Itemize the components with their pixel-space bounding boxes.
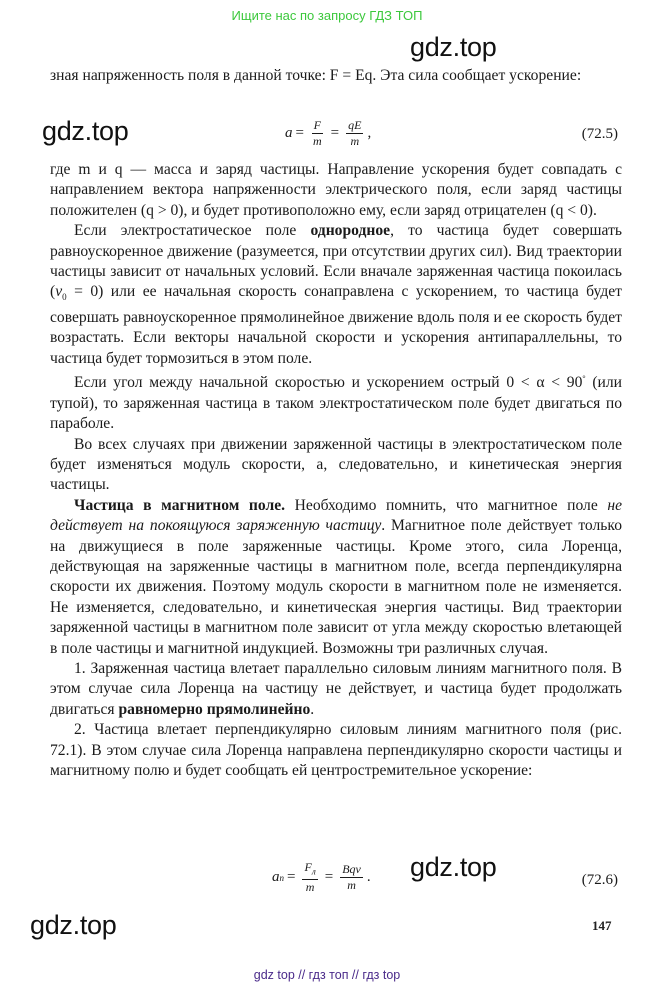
formula-punctuation: , — [367, 125, 372, 141]
numerator: qE — [348, 118, 362, 132]
denominator: m — [347, 878, 356, 893]
numerator: Bqv — [342, 862, 361, 877]
text-run: (или тупой), то заряженная частица в таком электростатическом поле будет двигаться по параболе. — [50, 374, 622, 433]
denominator: m — [350, 134, 360, 148]
formula-72-6 — [50, 858, 622, 898]
text-run: . — [310, 700, 315, 718]
paragraph-2: где m и q — масса и заряд частицы. Направление ускорения будет совпадать с направлением вектора напряженности электрического поля, если заряд частицы положителен (q > 0), и будет противоположно ему, если заряд отрицателен (q < 0). — [50, 161, 622, 219]
numerator — [302, 860, 317, 880]
math-var: v — [55, 283, 63, 301]
fraction — [340, 862, 363, 893]
formula-punctuation: . — [366, 869, 371, 886]
equals-sign: = — [324, 869, 334, 886]
formula-lhs: a — [272, 869, 280, 886]
section-heading: Частица в магнитном поле. — [74, 496, 286, 514]
bold-term: однородное — [310, 222, 391, 240]
text-run: F — [304, 860, 312, 874]
page-number: 147 — [592, 918, 612, 933]
subscript: n — [279, 872, 284, 883]
watermark: gdz.top — [410, 32, 497, 62]
bold-term: равномерно прямолинейно — [118, 700, 311, 718]
equals-sign: = — [295, 125, 304, 141]
paragraph-1: зная напряженность поля в данной точке: F = Eq. Эта сила сообщает ускорение: — [50, 67, 582, 84]
subscript: л — [311, 866, 316, 877]
equation-number: (72.6) — [581, 872, 618, 888]
watermark: gdz.top — [410, 852, 497, 882]
equation-number: (72.5) — [581, 126, 618, 142]
text-run: = 0) или ее начальная скорость сонаправлена с ускорением, то частица будет совершать равноускоренное прямолинейное движение вдоль поля и ее скорость будет возрастать. Если векторы начальной скорости и ускорения антипараллельны, то частица будет тормозиться в этом поле. — [50, 283, 622, 367]
paragraph-3 — [50, 221, 622, 369]
italic-emphasis: не действует на покоящуюся заряженную частицу — [50, 496, 622, 535]
denominator: m — [305, 880, 315, 895]
fraction — [311, 118, 324, 149]
formula-lhs: a — [285, 125, 293, 141]
text-run: Необходимо помнить, что магнитное поле — [285, 496, 608, 514]
equals-sign: = — [287, 869, 296, 886]
text-run: 1. Заряженная частица влетает параллельно силовым линиям магнитного поля. В этом случае сила Лоренца на частицу не действует, и частица будет продолжать двигаться — [50, 660, 622, 718]
paragraph-8: 2. Частица влетает перпендикулярно силовым линиям магнитного поля (рис. 72.1). В этом случае сила Лоренца направлена перпендикулярно скорости частицы и магнитному полю и будет сообщать ей центростремительное ускорение: — [50, 721, 622, 780]
top-banner: Ищите нас по запросу ГДЗ ТОП — [231, 8, 423, 23]
body-text — [50, 160, 622, 781]
text-run: Если электростатическое поле — [74, 222, 311, 240]
footer-banner: gdz top // гдз топ // гдз top — [253, 968, 401, 982]
subscript: 0 — [62, 292, 67, 303]
paragraph-5: Во всех случаях при движении заряженной частицы в электростатическом поле будет изменяться модуль скорости, а, следовательно, и кинетическая энергия частицы. — [50, 435, 622, 494]
degree-sign: ° — [582, 374, 586, 384]
paragraph-4 — [50, 369, 622, 434]
paragraph-6 — [50, 496, 622, 659]
text-run: . Магнитное поле действует только на движущиеся в поле заряженные частицы. Кроме этого, сила Лоренца, действующая на заряженные частицы в магнитном поле, всегда перпендикулярна скорости их движения. Поэтому модуль скорости в магнитном поле не изменяется. Не изменяется, следовательно, и кинетическая энергия частицы. Вид траектории заряженной частицы в магнитном поле зависит от угла между скоростью влетающей в поле частицы и магнитной индукцией. Возможны три различных случая. — [50, 517, 622, 657]
numerator: F — [313, 118, 321, 132]
watermark: gdz.top — [42, 116, 129, 146]
denominator: m — [312, 134, 322, 148]
paragraph-7 — [50, 659, 622, 720]
equals-sign: = — [330, 125, 340, 141]
formula-72-5 — [50, 116, 622, 156]
fraction — [302, 860, 317, 895]
watermark: gdz.top — [30, 910, 117, 940]
fraction — [346, 118, 363, 149]
text-run: , то частица будет совершать равноускоренное движение (разумеется, при отсутствии других сил). Вид траектории частицы зависит от начальных условий. Если вначале заряженная частица покоилась ( — [50, 222, 623, 301]
paragraph-intro — [50, 66, 622, 86]
text-run: Если угол между начальной скоростью и ускорением острый 0 < α < 90 — [74, 374, 583, 392]
